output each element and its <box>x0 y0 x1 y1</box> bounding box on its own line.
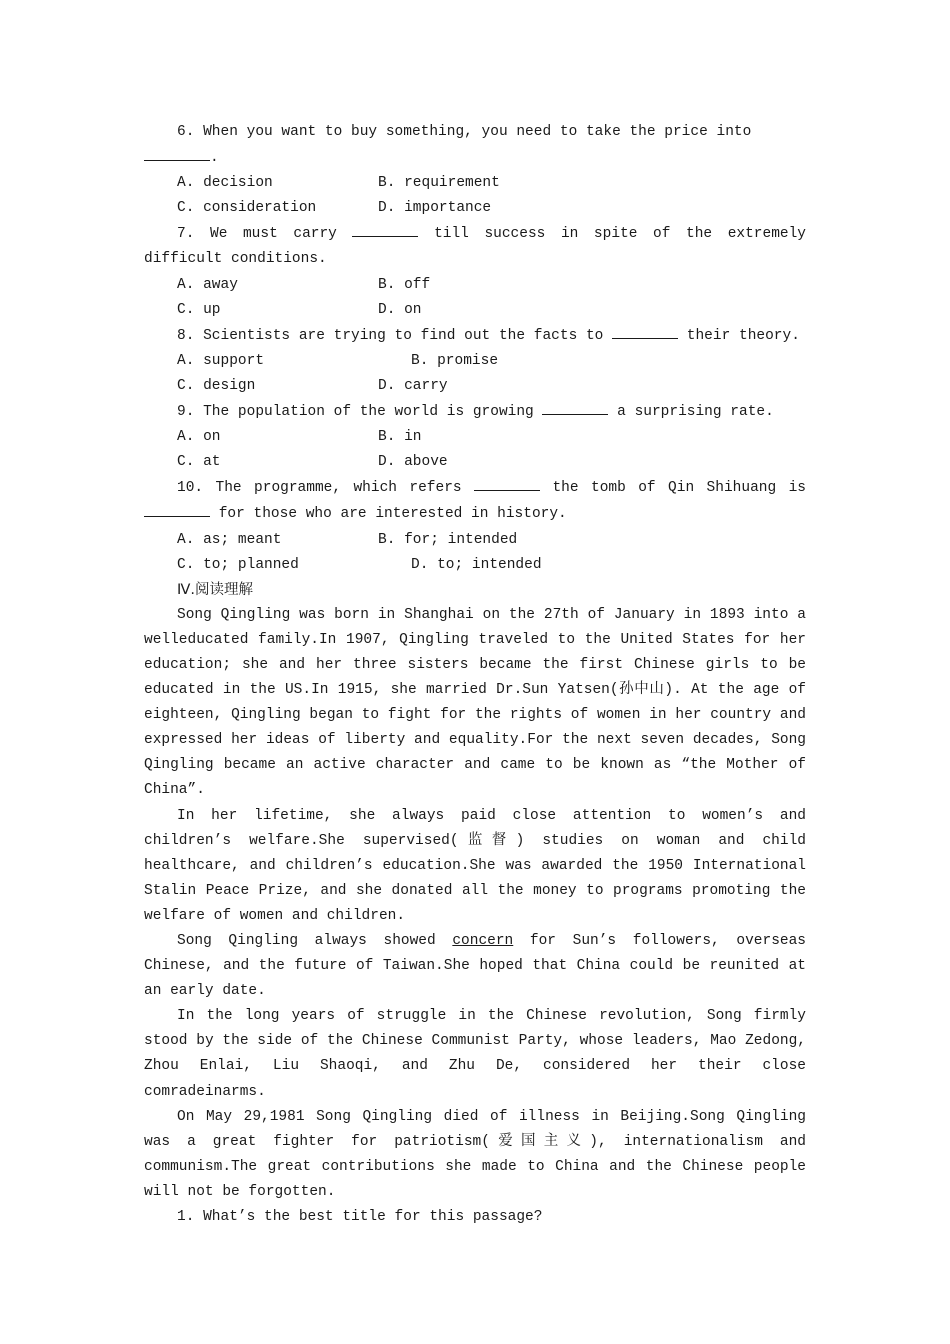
passage-paragraph: On May 29,1981 Song Qingling died of illness in Beijing.Song Qingling was a great fighter for patriotism(爱国主义), internationalism and communism.The great contributions she made to China and the Chinese people will not be forgotten. <box>144 1108 806 1200</box>
passage-paragraph: In the long years of struggle in the Chinese revolution, Song firmly stood by the side of the Chinese Communist Party, whose leaders, Mao Zedong, Zhou Enlai, Liu Shaoqi, and Zhu De, considered her their close comradeinarms. <box>144 1008 806 1100</box>
answer-blank <box>474 475 540 491</box>
options-row: C. design D. carry <box>177 377 448 394</box>
answer-blank <box>352 221 418 237</box>
question-8: 8. Scientists are trying to find out the facts to their theory. <box>144 323 806 349</box>
passage-paragraph: In her lifetime, she always paid close attention to women’s and children’s welfare.She supervised(监督) studies on woman and child healthcare, and children’s education.She was awarded the 1950 International Stalin Peace Prize, and she donated all the money to programs promoting the welfare of women and children. <box>144 807 806 924</box>
options-row: A. decision B. requirement <box>177 175 500 192</box>
reading-question-1: 1. What’s the best title for this passage? <box>177 1209 543 1226</box>
options-row: C. at D. above <box>177 454 448 471</box>
options-row: A. support B. promise <box>177 352 499 369</box>
options-row: C. consideration D. importance <box>177 200 492 217</box>
document-page <box>144 120 806 1230</box>
answer-blank <box>144 145 210 161</box>
answer-blank <box>612 323 678 339</box>
options-row: A. on B. in <box>177 429 422 446</box>
question-9: 9. The population of the world is growing a surprising rate. <box>144 399 806 425</box>
options-row: A. away B. off <box>177 276 431 293</box>
answer-blank <box>144 501 210 517</box>
question-6: 6. When you want to buy something, you need to take the price into . <box>144 120 806 171</box>
options-row: C. up D. on <box>177 301 422 318</box>
passage-paragraph: Song Qingling was born in Shanghai on the 27th of January in 1893 into a welleducated family.In 1907, Qingling traveled to the United States for her education; she and her three sisters became the first Chinese girls to be educated in the US.In 1915, she married Dr.Sun Yatsen(孙中山). At the age of eighteen, Qingling began to fight for the rights of women in her country and expressed her ideas of liberty and equality.For the next seven decades, Song Qingling became an active character and came to be known as “the Mother of China”. <box>144 606 806 799</box>
answer-blank <box>542 399 608 415</box>
options-row: A. as; meant B. for; intended <box>177 531 518 548</box>
question-10: 10. The programme, which refers the tomb of Qin Shihuang is for those who are interested in history. <box>144 475 806 527</box>
question-7: 7. We must carry till success in spite of the extremely difficult conditions. <box>144 221 806 272</box>
section-heading: Ⅳ.阅读理解 <box>177 581 253 598</box>
options-row: C. to; planned D. to; intended <box>177 556 542 573</box>
passage-paragraph: Song Qingling always showed concern for Sun’s followers, overseas Chinese, and the future of Taiwan.She hoped that China could be reunited at an early date. <box>144 933 806 1000</box>
underlined-word: concern <box>452 933 514 949</box>
